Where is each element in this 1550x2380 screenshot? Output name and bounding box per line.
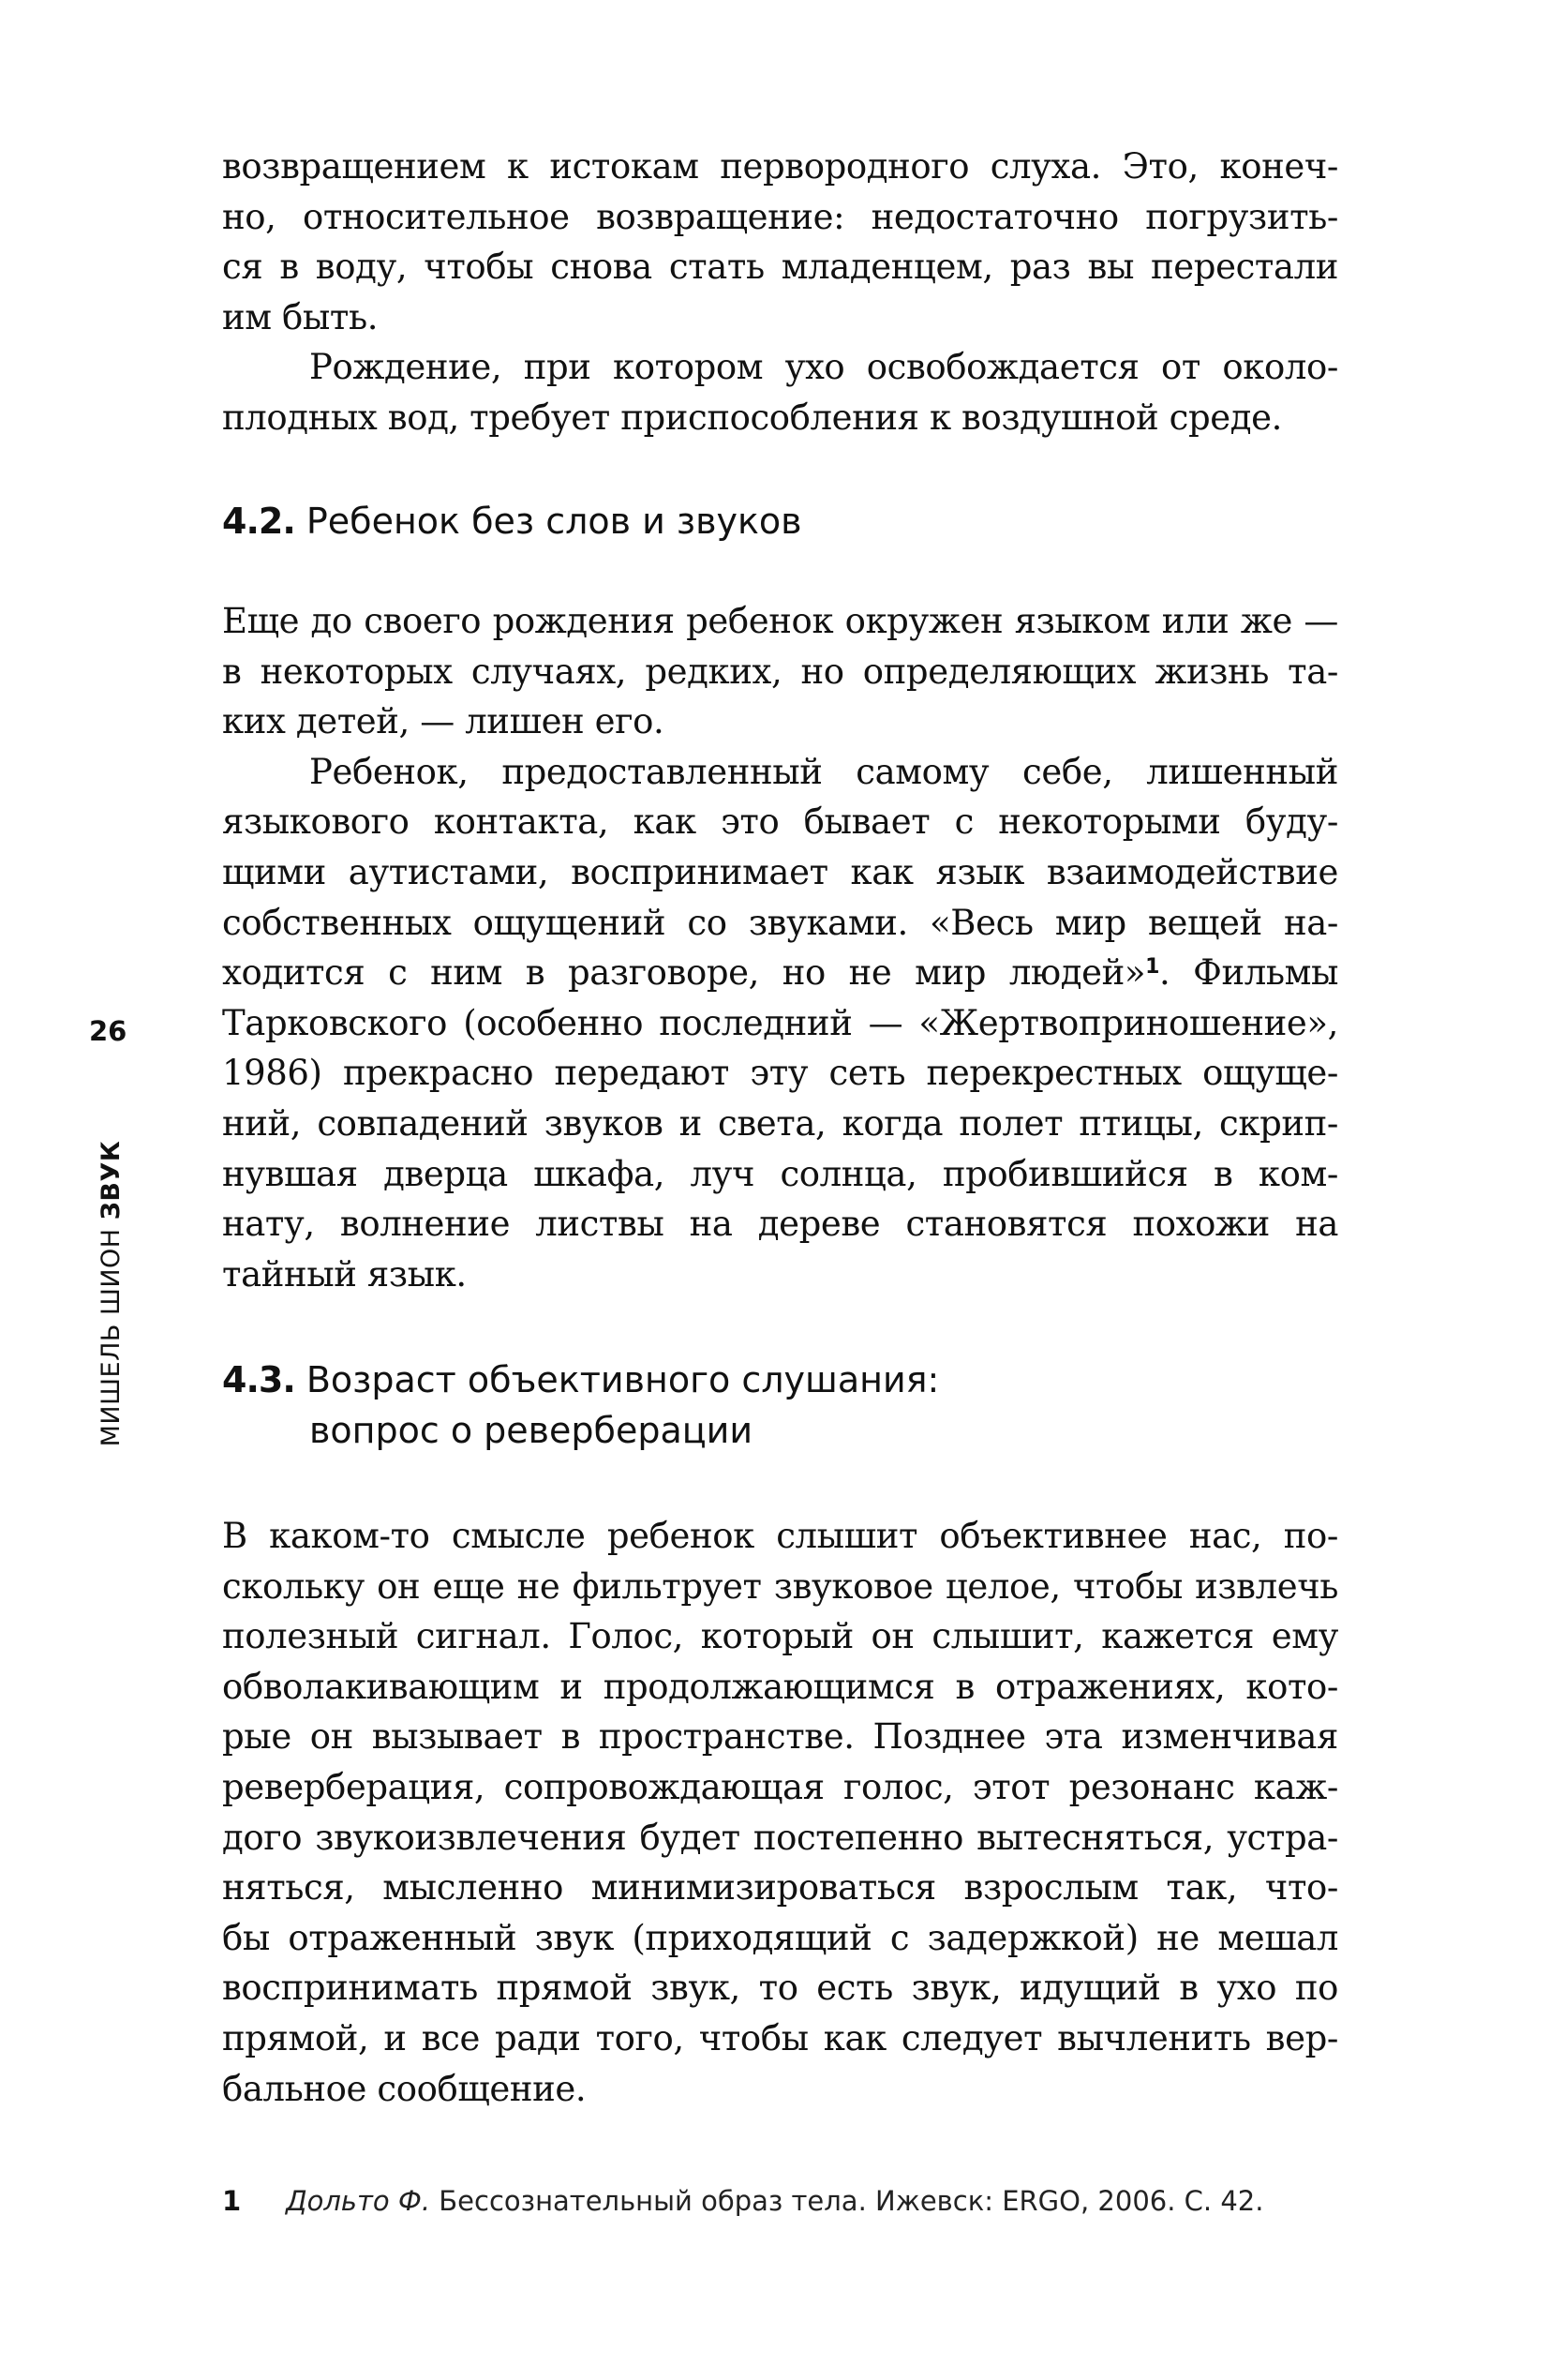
text-line: щими аутистами, воспринимает как язык взаимодействие — [222, 851, 1338, 892]
text-line: ких детей, — лишен его. — [222, 701, 664, 742]
text-line: бальное сообщение. — [222, 2068, 587, 2109]
text-line: им быть. — [222, 296, 379, 337]
text-line: Ребенок, предоставленный самому себе, лишенный — [309, 751, 1338, 792]
text-line: языкового контакта, как это бывает с некоторыми буду- — [222, 801, 1338, 843]
text-line: нувшая дверца шкафа, луч солнца, пробившийся в ком- — [222, 1153, 1338, 1194]
section-4-3-body — [222, 1511, 1338, 2114]
section-number: 4.2. — [222, 501, 295, 542]
text-line: ся в воду, чтобы снова стать младенцем, раз вы перестали — [222, 247, 1338, 288]
text-line: В каком-то смысле ребенок слышит объективнее нас, по- — [222, 1516, 1338, 1556]
section-title: Возраст объективного слушания: — [306, 1359, 940, 1400]
section-title: Ребенок без слов и звуков — [306, 501, 802, 542]
text-line: рые он вызывает в пространстве. Позднее эта изменчивая — [222, 1716, 1338, 1758]
section-title-continued: вопрос о реверберации — [309, 1409, 753, 1451]
text-line: прямой, и все ради того, чтобы как следует вычленить вер- — [222, 2017, 1338, 2058]
text-fragment: . Фильмы — [1159, 952, 1338, 994]
footnote-text: Бессознательный образ тела. Ижевск: ERGO, 2006. С. 42. — [430, 2185, 1264, 2217]
text-line: няться, мысленно минимизироваться взрослым так, что- — [222, 1867, 1338, 1908]
text-line: Рождение, при котором ухо освобождается от около- — [309, 347, 1338, 388]
text-line: бы отраженный звук (приходящий с задержкой) не мешал — [222, 1917, 1338, 1958]
text-line: полезный сигнал. Голос, который он слышит, кажется ему — [222, 1616, 1338, 1657]
text-line: дого звукоизвлечения будет постепенно вытесняться, устра- — [222, 1817, 1338, 1858]
text-line: реверберация, сопровождающая голос, этот резонанс каж- — [222, 1766, 1338, 1807]
text-line: 1986) прекрасно передают эту сеть перекрестных ощуще- — [222, 1053, 1338, 1094]
text-fragment: ходится с ним в разговоре, но не мир людей» — [222, 952, 1146, 994]
text-line: нату, волнение листвы на дереве становятся похожи на — [222, 1204, 1338, 1245]
section-heading-4-2 — [222, 497, 802, 547]
section-number: 4.3. — [222, 1359, 295, 1400]
text-line: воспринимать прямой звук, то есть звук, идущий в ухо по — [222, 1968, 1338, 2009]
running-head-author: МИШЕЛЬ ШИОН — [97, 1228, 126, 1447]
text-line: ний, совпадений звуков и света, когда полет птицы, скрип- — [222, 1102, 1338, 1144]
text-line — [222, 948, 1338, 998]
footnote — [222, 2182, 1263, 2220]
footnote-marker: 1 — [222, 2185, 242, 2217]
text-line: тайный язык. — [222, 1253, 467, 1295]
text-line: обволакивающим и продолжающимся в отражениях, кото- — [222, 1666, 1338, 1707]
text-line: Тарковского (особенно последний — «Жертвоприношение», — [222, 1002, 1338, 1043]
section-4-2-body — [222, 596, 1338, 1299]
text-line: но, относительное возвращение: недостаточно погрузить- — [222, 196, 1338, 237]
text-line: Еще до своего рождения ребенок окружен языком или же — — [222, 601, 1338, 641]
text-line: собственных ощущений со звуками. «Весь мир вещей на- — [222, 902, 1338, 943]
text-line: плодных вод, требует приспособления к воздушной среде. — [222, 397, 1282, 438]
page-number: 26 — [89, 1015, 127, 1047]
text-line: возвращением к истокам первородного слуха. Это, конеч- — [222, 146, 1338, 187]
footnote-author: Дольто Ф. — [286, 2185, 431, 2217]
running-head — [97, 1141, 126, 1447]
section-heading-4-3 — [222, 1355, 939, 1456]
running-head-book-title: ЗВУК — [97, 1140, 126, 1220]
text-line: скольку он еще не фильтрует звуковое целое, чтобы извлечь — [222, 1565, 1338, 1607]
text-line: в некоторых случаях, редких, но определяющих жизнь та- — [222, 651, 1338, 692]
footnote-reference[interactable]: 1 — [1145, 955, 1160, 980]
intro-text — [222, 142, 1338, 443]
